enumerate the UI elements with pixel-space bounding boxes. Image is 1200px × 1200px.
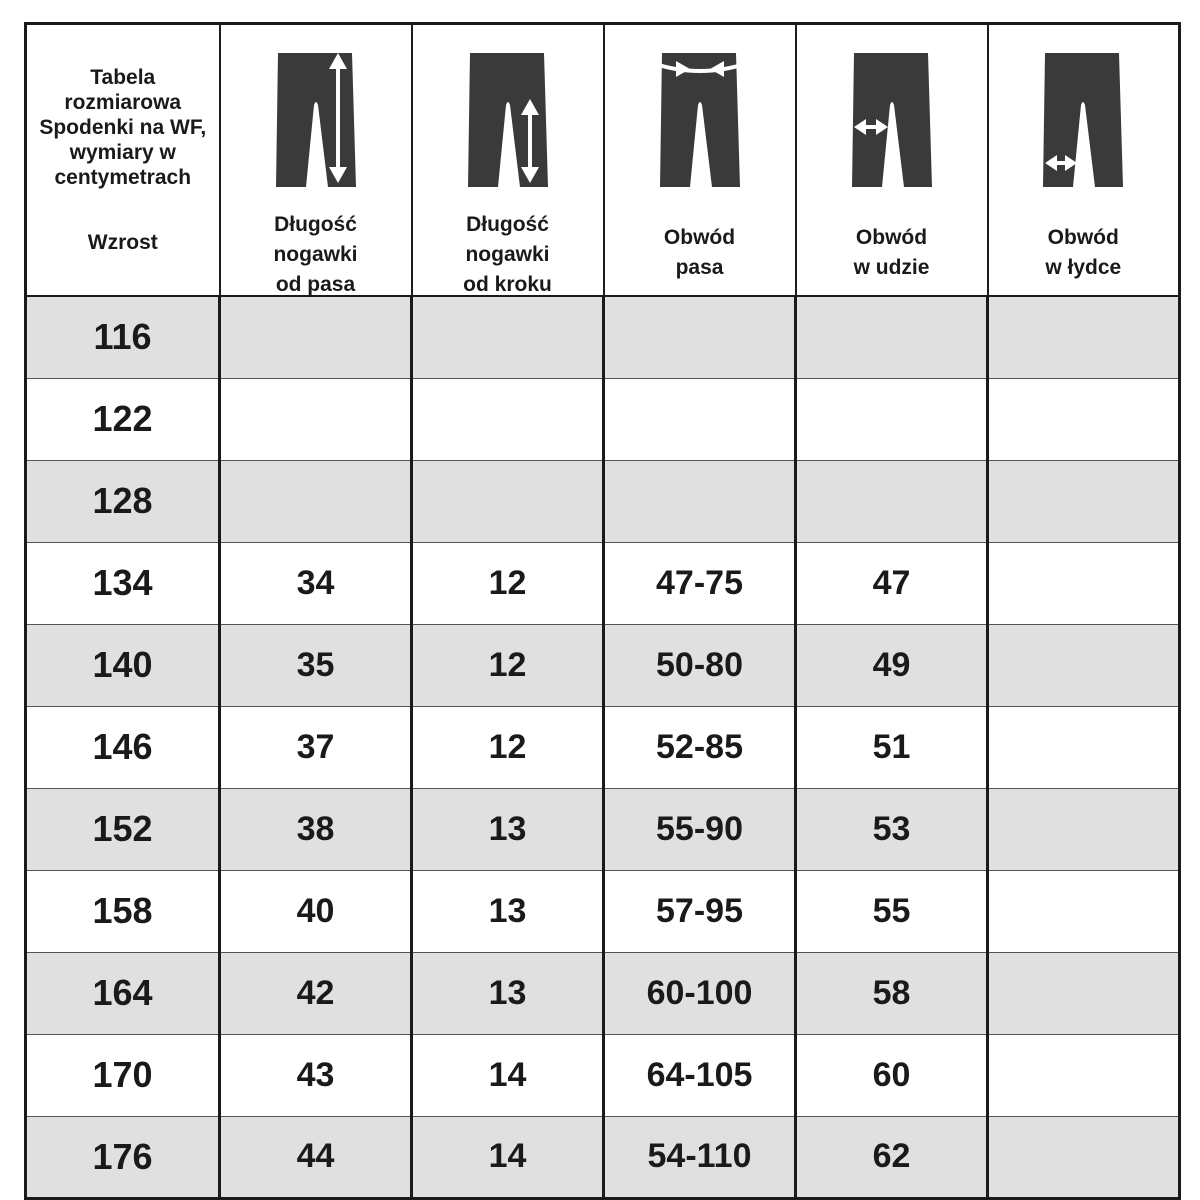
label-line: Obwód (1047, 226, 1119, 249)
label-line: w łydce (1045, 256, 1122, 279)
height-cell: 170 (26, 1034, 220, 1116)
title-line: centymetrach (54, 166, 192, 189)
leg-length-crotch-cell: 12 (412, 624, 604, 706)
calf-cell (988, 788, 1180, 870)
header-label (797, 223, 987, 283)
label-line: w udzie (853, 256, 930, 279)
waist-cell: 64-105 (604, 1034, 796, 1116)
height-cell: 152 (26, 788, 220, 870)
height-cell: 116 (26, 296, 220, 378)
label-line: Długość (466, 213, 549, 236)
size-chart-table (24, 22, 1181, 1200)
table-row (26, 1034, 1180, 1116)
height-cell: 122 (26, 378, 220, 460)
header-label (413, 210, 603, 300)
calf-cell (988, 296, 1180, 378)
label-line: Długość (274, 213, 357, 236)
header-leg-length-crotch (412, 24, 604, 297)
calf-cell (988, 460, 1180, 542)
waist-cell (604, 460, 796, 542)
calf-cell (988, 952, 1180, 1034)
waist-cell (604, 296, 796, 378)
header-label (221, 210, 411, 300)
height-cell: 134 (26, 542, 220, 624)
table-row (26, 296, 1180, 378)
thigh-cell: 62 (796, 1116, 988, 1198)
thigh-cell: 47 (796, 542, 988, 624)
leg-length-waist-cell (220, 378, 412, 460)
height-cell: 176 (26, 1116, 220, 1198)
height-cell: 146 (26, 706, 220, 788)
calf-cell (988, 378, 1180, 460)
calf-cell (988, 624, 1180, 706)
waist-circumference-icon (650, 47, 750, 192)
thigh-circumference-icon (842, 47, 942, 192)
waist-cell: 52-85 (604, 706, 796, 788)
leg-length-waist-cell: 43 (220, 1034, 412, 1116)
label-line: nogawki (465, 243, 550, 266)
thigh-cell: 49 (796, 624, 988, 706)
table-row (26, 952, 1180, 1034)
table-row (26, 1116, 1180, 1198)
leg-length-waist-cell: 37 (220, 706, 412, 788)
leg-length-crotch-cell: 13 (412, 870, 604, 952)
leg-length-waist-cell: 44 (220, 1116, 412, 1198)
header-label (989, 223, 1179, 283)
title-line: wymiary w (69, 141, 176, 164)
waist-cell: 55-90 (604, 788, 796, 870)
leg-length-crotch-cell: 12 (412, 706, 604, 788)
leg-length-crotch-cell (412, 296, 604, 378)
label-line: Obwód (855, 226, 928, 249)
header-calf-circumference (988, 24, 1180, 297)
header-row (26, 24, 1180, 297)
leg-length-crotch-cell: 14 (412, 1116, 604, 1198)
table-row (26, 460, 1180, 542)
calf-cell (988, 542, 1180, 624)
table-row (26, 624, 1180, 706)
leg-length-waist-cell: 34 (220, 542, 412, 624)
label-line: pasa (675, 256, 724, 279)
height-cell: 128 (26, 460, 220, 542)
waist-cell: 54-110 (604, 1116, 796, 1198)
thigh-cell: 53 (796, 788, 988, 870)
table-row (26, 378, 1180, 460)
waist-cell: 47-75 (604, 542, 796, 624)
header-label (605, 223, 795, 283)
waist-cell (604, 378, 796, 460)
thigh-cell: 58 (796, 952, 988, 1034)
header-waist-circumference (604, 24, 796, 297)
thigh-cell: 55 (796, 870, 988, 952)
thigh-cell: 51 (796, 706, 988, 788)
header-leg-length-waist (220, 24, 412, 297)
leg-length-waist-cell: 38 (220, 788, 412, 870)
height-cell: 164 (26, 952, 220, 1034)
leg-length-waist-cell (220, 296, 412, 378)
title-line: Tabela (90, 66, 156, 89)
label-line: od pasa (275, 273, 356, 296)
leg-length-crotch-cell: 13 (412, 788, 604, 870)
title-line: Spodenki na WF, (39, 116, 207, 139)
thigh-cell (796, 296, 988, 378)
calf-cell (988, 706, 1180, 788)
thigh-cell (796, 460, 988, 542)
header-thigh-circumference (796, 24, 988, 297)
height-column-label: Wzrost (87, 231, 158, 254)
height-cell: 140 (26, 624, 220, 706)
leg-length-waist-cell: 35 (220, 624, 412, 706)
calf-circumference-icon (1033, 47, 1133, 192)
waist-cell: 60-100 (604, 952, 796, 1034)
table-row (26, 788, 1180, 870)
leg-length-from-waist-icon (266, 47, 366, 192)
waist-cell: 50-80 (604, 624, 796, 706)
table-row (26, 870, 1180, 952)
waist-cell: 57-95 (604, 870, 796, 952)
leg-length-crotch-cell (412, 378, 604, 460)
table-row (26, 542, 1180, 624)
leg-length-crotch-cell: 14 (412, 1034, 604, 1116)
leg-length-crotch-cell: 13 (412, 952, 604, 1034)
calf-cell (988, 1034, 1180, 1116)
label-line: nogawki (273, 243, 358, 266)
calf-cell (988, 870, 1180, 952)
label-line: od kroku (463, 273, 552, 296)
table-row (26, 706, 1180, 788)
size-table-container (24, 22, 1178, 1198)
header-title-cell (26, 24, 220, 297)
leg-length-waist-cell: 42 (220, 952, 412, 1034)
thigh-cell (796, 378, 988, 460)
title-line: rozmiarowa (64, 91, 182, 114)
label-line: Obwód (663, 226, 736, 249)
leg-length-waist-cell (220, 460, 412, 542)
leg-length-crotch-cell (412, 460, 604, 542)
leg-length-waist-cell: 40 (220, 870, 412, 952)
calf-cell (988, 1116, 1180, 1198)
leg-length-from-crotch-icon (458, 47, 558, 192)
thigh-cell: 60 (796, 1034, 988, 1116)
height-cell: 158 (26, 870, 220, 952)
leg-length-crotch-cell: 12 (412, 542, 604, 624)
